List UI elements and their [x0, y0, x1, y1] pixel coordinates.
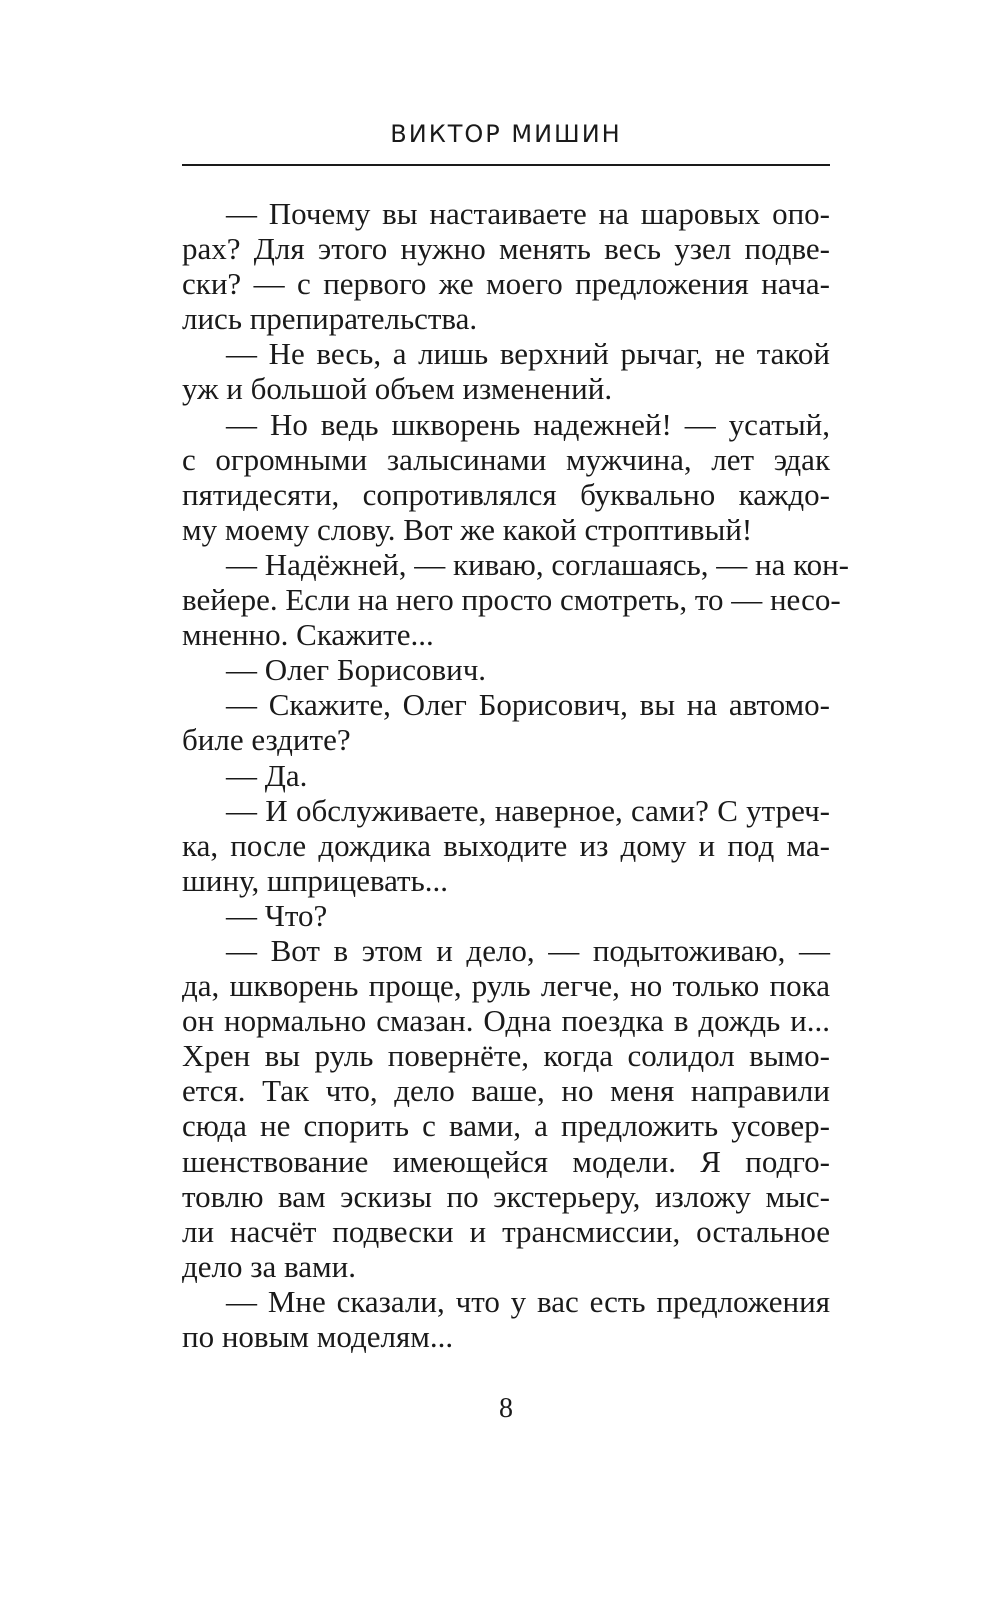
- text-line: дело за вами.: [182, 1248, 356, 1284]
- text-line: уж и большой объем изменений.: [182, 371, 613, 407]
- text-line: — Надёжней, — киваю, соглашаясь, — на кон-: [226, 546, 849, 582]
- text-line: товлю вам эскизы по экстерьеру, изложу мыс-: [182, 1178, 830, 1214]
- header-rule: [182, 164, 830, 166]
- text-line: с огромными залысинами мужчина, лет эдак: [182, 441, 830, 477]
- text-line: — Скажите, Олег Борисович, вы на автомо-: [226, 687, 830, 723]
- text-line: он нормально смазан. Одна поездка в дождь и...: [182, 1003, 830, 1039]
- text-line: шину, шприцевать...: [182, 862, 448, 898]
- text-line: ли насчёт подвески и трансмиссии, остальное: [182, 1213, 830, 1249]
- body-text: [182, 196, 849, 1354]
- text-line: — Не весь, а лишь верхний рычаг, не такой: [226, 336, 830, 372]
- text-line: вейере. Если на него просто смотреть, то — несо-: [182, 582, 841, 618]
- text-line: — Мне сказали, что у вас есть предложения: [226, 1283, 830, 1319]
- text-line: рах? Для этого нужно менять весь узел подве-: [182, 231, 830, 267]
- text-line: да, шкворень проще, руль легче, но только пока: [182, 968, 830, 1004]
- text-line: ски? — с первого же моего предложения нача-: [182, 266, 830, 302]
- text-line: — Вот в этом и дело, — подытоживаю, —: [226, 932, 830, 968]
- text-line: Хрен вы руль повернёте, когда солидол вымо-: [182, 1038, 830, 1074]
- text-line: — Почему вы настаиваете на шаровых опо-: [226, 196, 830, 231]
- text-line: му моему слову. Вот же какой строптивый!: [182, 511, 753, 547]
- text-line: — Да.: [226, 757, 308, 793]
- running-header-author: ВИКТОР МИШИН: [390, 120, 622, 148]
- text-line: — Но ведь шкворень надежней! — усатый,: [226, 406, 830, 442]
- text-line: пятидесяти, сопротивлялся буквально каждо-: [182, 476, 830, 512]
- text-line: лись препирательства.: [182, 301, 478, 337]
- text-line: сюда не спорить с вами, а предложить усовер-: [182, 1108, 830, 1144]
- text-line: биле ездите?: [182, 722, 351, 758]
- text-line: — Что?: [226, 897, 328, 933]
- text-line: шенствование имеющейся модели. Я подго-: [182, 1143, 830, 1179]
- text-line: по новым моделям...: [182, 1319, 454, 1354]
- text-line: мненно. Скажите...: [182, 617, 434, 653]
- text-line: — И обслуживаете, наверное, сами? С утреч-: [226, 792, 830, 828]
- text-line: ется. Так что, дело ваше, но меня направили: [182, 1073, 830, 1109]
- text-line: — Олег Борисович.: [226, 652, 487, 688]
- text-line: ка, после дождика выходите из дому и под ма-: [182, 827, 830, 863]
- page-number: 8: [499, 1393, 513, 1424]
